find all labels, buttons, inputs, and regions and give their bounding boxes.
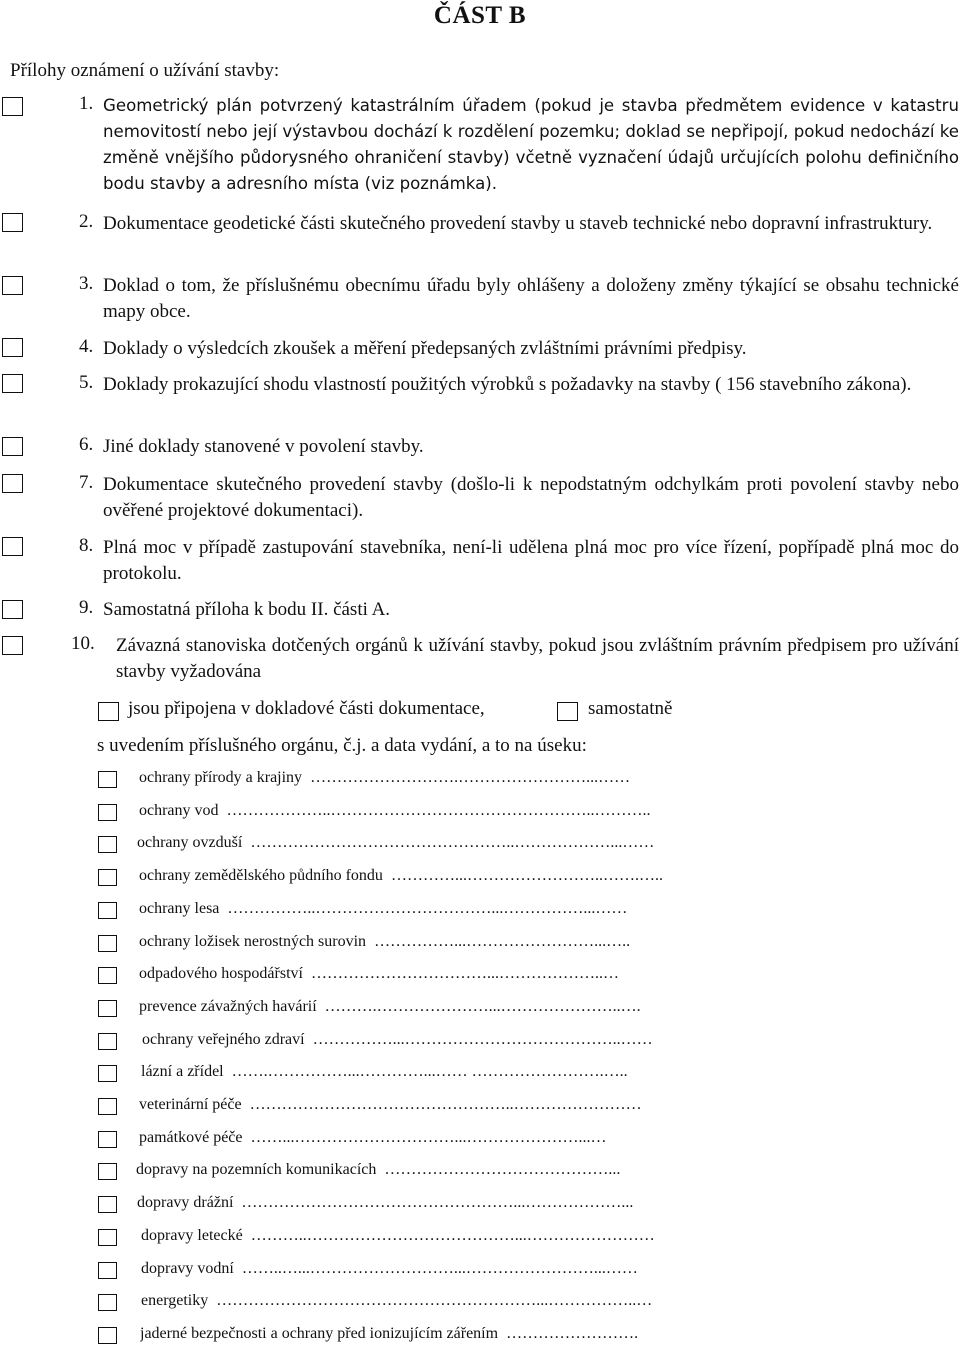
section-fill-line[interactable]: ……...…………………………...…………………...… — [250, 1129, 607, 1146]
section-label: ochrany ovzduší — [137, 834, 243, 851]
section-label: památkové péče — [139, 1129, 243, 1146]
item-2-checkbox[interactable] — [2, 213, 23, 232]
section-fill-line[interactable]: ………..…………………………………...…………………… — [250, 1227, 655, 1244]
attached-option-label: jsou připojena v dokladové části dokumentace, — [128, 698, 485, 719]
section-label: dopravy vodní — [141, 1260, 234, 1277]
section-fill-line[interactable]: ……………………………………………………...……………..… — [216, 1292, 653, 1309]
item-10-checkbox[interactable] — [2, 636, 23, 655]
section-item — [141, 1063, 920, 1081]
section-fill-line[interactable]: ……..…...………………………...……………………...…… — [241, 1260, 638, 1277]
attachments-heading: Přílohy oznámení o užívání stavby: — [10, 60, 280, 81]
section-label: ochrany veřejného zdraví — [142, 1031, 305, 1048]
section-item — [137, 1194, 920, 1212]
section-fill-line[interactable]: ……………...……………………...….. — [374, 933, 631, 950]
section-label: dopravy letecké — [141, 1227, 243, 1244]
item-6-number: 6. — [79, 434, 94, 455]
section-checkbox[interactable] — [98, 967, 117, 984]
item-4-text: Doklady o výsledcích zkoušek a měření předepsaných zvláštními právními předpisy. — [103, 338, 747, 359]
section-label: ochrany zemědělského půdního fondu — [139, 867, 383, 884]
item-5-number: 5. — [79, 372, 94, 393]
section-checkbox[interactable] — [98, 1229, 117, 1246]
item-1-text: Geometrický plán potvrzený katastrálním úřadem (pokud je stavba předmětem evidence v katastru nemovitostí nebo její výstavbou dochází k rozdělení pozemku; doklad se nepřipojí, pokud nedochází ke změně vnějšího půdorysného ohraničení stavby) včetně vyznačení údajů určujících polohu definičního bodu stavby a adresního místa (viz poznámka). — [103, 96, 959, 193]
item-2-number: 2. — [79, 211, 94, 232]
attached-option-checkbox[interactable] — [98, 702, 119, 721]
section-checkbox[interactable] — [98, 1131, 117, 1148]
section-checkbox[interactable] — [98, 1294, 117, 1311]
section-checkbox[interactable] — [98, 1033, 117, 1050]
item-6-text: Jiné doklady stanovené v povolení stavby. — [103, 436, 424, 457]
section-fill-line[interactable]: ………………..…………………………………………..……….. — [226, 802, 651, 819]
section-item — [139, 933, 920, 951]
item-10-number: 10. — [71, 633, 95, 654]
section-fill-line[interactable]: ……………………………………………...………………... — [241, 1194, 634, 1211]
item-7-checkbox[interactable] — [2, 474, 23, 493]
item-3-checkbox[interactable] — [2, 276, 23, 295]
section-label: veterinární péče — [139, 1096, 242, 1113]
item-8-number: 8. — [79, 535, 94, 556]
section-fill-line[interactable]: …….……………...…………...…… …………………….….. — [231, 1063, 628, 1080]
item-9-checkbox[interactable] — [2, 600, 23, 619]
section-checkbox[interactable] — [98, 935, 117, 952]
item-4-number: 4. — [79, 336, 94, 357]
item-3-text: Doklad o tom, že příslušnému obecnímu úřadu byly ohlášeny a doloženy změny týkající se obsahu technické mapy obce. — [103, 275, 959, 322]
section-fill-line[interactable]: ……….…………………...…………………..…. — [324, 998, 641, 1015]
item-3-number: 3. — [79, 273, 94, 294]
item-8-text: Plná moc v případě zastupování stavebníka, není-li udělena plná moc pro více řízení, popřípadě plná moc do protokolu. — [103, 537, 959, 584]
item-7-number: 7. — [79, 472, 94, 493]
section-label: lázní a zřídel — [141, 1063, 224, 1080]
section-label: dopravy drážní — [137, 1194, 234, 1211]
section-item — [142, 1031, 920, 1049]
item-10-text: Závazná stanoviska dotčených orgánů k užívání stavby, pokud jsou zvláštním právním předpisem pro užívání stavby vyžadována — [116, 635, 959, 682]
section-checkbox[interactable] — [98, 1000, 117, 1017]
section-label: ochrany vod — [139, 802, 219, 819]
section-fill-line[interactable]: ……………...…………………………………..…… — [312, 1031, 653, 1048]
section-item — [139, 867, 920, 885]
section-label: ochrany lesa — [139, 900, 220, 917]
item-8-checkbox[interactable] — [2, 537, 23, 556]
section-fill-line[interactable]: ……………………………...………………..… — [310, 965, 619, 982]
section-checkbox[interactable] — [98, 869, 117, 886]
section-label: energetiky — [141, 1292, 209, 1309]
section-item — [141, 1260, 920, 1278]
item-4-checkbox[interactable] — [2, 338, 23, 357]
section-item — [139, 900, 920, 918]
section-item — [139, 1096, 920, 1114]
separate-option-checkbox[interactable] — [557, 702, 578, 721]
section-item — [139, 802, 920, 820]
page-title: ČÁST B — [433, 2, 527, 29]
section-checkbox[interactable] — [98, 1098, 117, 1115]
section-checkbox[interactable] — [98, 771, 117, 788]
section-item — [136, 1161, 920, 1179]
section-fill-line[interactable]: ……………………. — [506, 1325, 639, 1342]
section-checkbox[interactable] — [98, 902, 117, 919]
section-item — [139, 998, 920, 1016]
section-fill-line[interactable]: …………………………………………..………………...…… — [250, 834, 655, 851]
section-item — [140, 1325, 920, 1343]
section-checkbox[interactable] — [98, 836, 117, 853]
section-fill-line[interactable]: ……………………….……………………...…… — [310, 769, 631, 786]
section-item — [139, 965, 920, 983]
section-checkbox[interactable] — [98, 1065, 117, 1082]
section-checkbox[interactable] — [98, 804, 117, 821]
section-item — [141, 1227, 920, 1245]
section-label: jaderné bezpečnosti a ochrany před ionizujícím zářením — [140, 1325, 499, 1342]
item-5-checkbox[interactable] — [2, 374, 23, 393]
item-1-checkbox[interactable] — [2, 97, 23, 116]
item-2-text: Dokumentace geodetické části skutečného provedení stavby u staveb technické nebo dopravní infrastruktury. — [103, 213, 933, 234]
section-checkbox[interactable] — [98, 1196, 117, 1213]
section-item — [139, 1129, 920, 1147]
item-9-text: Samostatná příloha k bodu II. části A. — [103, 599, 391, 620]
section-label: ochrany ložisek nerostných surovin — [139, 933, 367, 950]
section-item — [141, 1292, 920, 1310]
item-6-checkbox[interactable] — [2, 437, 23, 456]
section-label: odpadového hospodářství — [139, 965, 303, 982]
section-item — [139, 769, 920, 787]
section-fill-line[interactable]: ……………..……………………………...……………...…… — [227, 900, 628, 917]
section-checkbox[interactable] — [98, 1163, 117, 1180]
section-checkbox[interactable] — [98, 1262, 117, 1279]
section-fill-line[interactable]: …………...……………………..…….….. — [390, 867, 663, 884]
section-label: ochrany přírody a krajiny — [139, 769, 303, 786]
section-fill-line[interactable]: ……………………………………... — [384, 1161, 621, 1178]
separate-option-label: samostatně — [588, 698, 673, 719]
section-checkbox[interactable] — [98, 1327, 117, 1344]
section-item — [137, 834, 920, 852]
organ-instruction: s uvedením příslušného orgánu, č.j. a data vydání, a to na úseku: — [97, 735, 587, 756]
item-9-number: 9. — [79, 597, 94, 618]
section-label: prevence závažných havárií — [139, 998, 317, 1015]
item-7-text: Dokumentace skutečného provedení stavby (došlo-li k nepodstatným odchylkám proti povolení stavby nebo ověřené projektové dokumentaci). — [103, 474, 959, 521]
section-label: dopravy na pozemních komunikacích — [136, 1161, 377, 1178]
item-5-text: Doklady prokazující shodu vlastností použitých výrobků s požadavky na stavby ( 156 stavebního zákona). — [103, 374, 912, 395]
section-fill-line[interactable]: …………………………………………..…………………… — [249, 1096, 642, 1113]
item-1-number: 1. — [79, 93, 94, 114]
